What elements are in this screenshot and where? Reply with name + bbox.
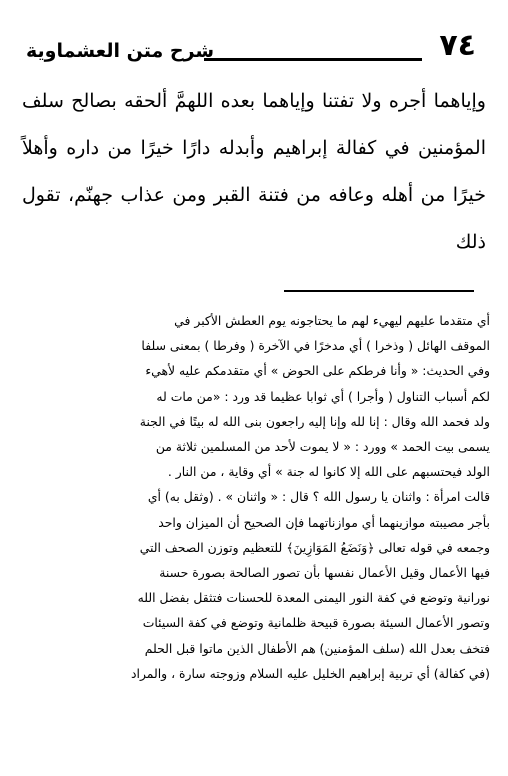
page-number: ٧٤ (439, 28, 476, 63)
footnote-line: (في كفالة) أي تربية إبراهيم الخليل عليه السلام وزوجته سارة ، والمراد (131, 665, 490, 681)
footnote-line: بأجر مصيبته موازينهما أي موازناتهما فإن الصحيح أن الميزان واحد (158, 514, 490, 530)
footnote-line: قالت امرأة : واثنان يا رسول الله ؟ قال : « واثنان » . (وثقل به) أي (147, 489, 490, 505)
footnote-line: وتصور الأعمال السيئة بصورة قبيحة ظلمانية وتوضع في كفة السيئات (142, 615, 490, 631)
footnote-line: لكم أسباب التناول ( وأجرا ) أي ثوابا عظيما قد ورد : «من مات له (156, 388, 490, 404)
footnote-line: الولد فيحتسبهم على الله إلا كانوا له جنة » أي وقاية ، من النار . (167, 464, 490, 480)
running-title: شرح متن العشماوية (26, 40, 215, 62)
footnote-line: ولد فحمد الله وقال : إنا لله وإنا إليه راجعون بنى الله له بيتًا في الجنة (139, 413, 490, 429)
footnote-line: نورانية وتوضع في كفة النور اليمنى المعدة للحسنات فتثقل بفضل الله (137, 590, 490, 606)
header-rule (204, 58, 422, 61)
footnote-line: فتخف بعدل الله (سلف المؤمنين) هم الأطفال الذين ماتوا قبل الحلم (144, 640, 490, 656)
footnote-line: يسمى بيت الحمد » وورد : « لا يموت لأحد من المسلمين ثلاثة من (155, 439, 490, 455)
footnote-line: فيها الأعمال وقيل الأعمال نفسها بأن تصور الصالحة بصورة حسنة (159, 565, 490, 581)
footnote-line: وجمعه في قوله تعالى ﴿وَنَضَعُ المَوَازِينَ﴾ للتعظيم وتوزن الصحف التي (139, 539, 490, 555)
footnote-line: الموقف الهائل ( وذخرا ) أي مدخرًا في الآخرة ( وفرطا ) بمعنى سلفا (141, 338, 490, 354)
footnote-separator (284, 290, 474, 292)
footnote-line: وفي الحديث: « وأنا فرطكم على الحوض » أي متقدمكم عليه لأهيء (145, 363, 490, 379)
page-header (14, 28, 494, 74)
main-text: وإياهما أجره ولا تفتنا وإياهما بعده اللهمَّ ألحقه بصالح سلف المؤمنين في كفالة إبراهيم وأبدله دارًا خيرًا من داره وأهلاً خيرًا من أهله وعافه من فتنة القبر ومن عذاب جهنّم، تقول ذلك (22, 90, 486, 253)
footnote-line: أي متقدما عليهم ليهيء لهم ما يحتاجونه يوم العطش الأكبر في (174, 313, 490, 328)
footnotes (18, 308, 490, 686)
